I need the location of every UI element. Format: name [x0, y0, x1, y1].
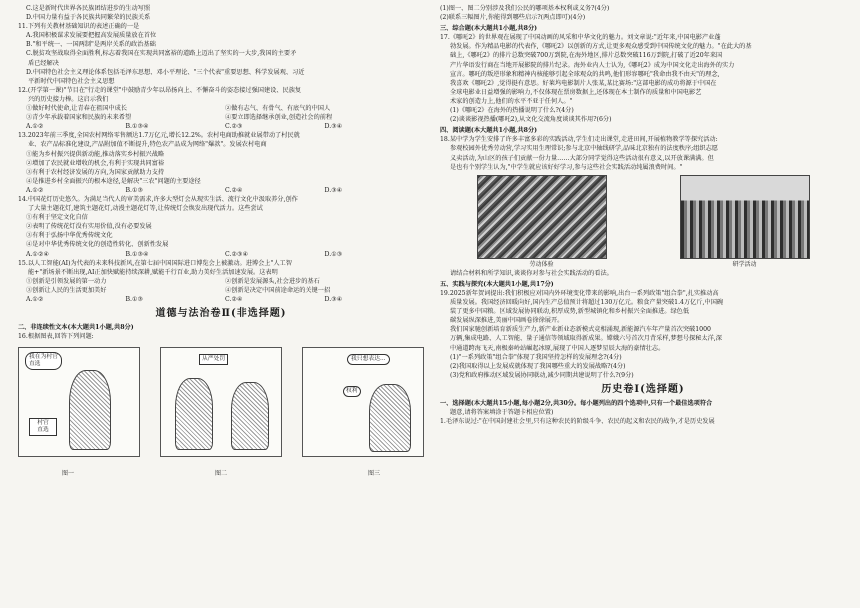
item: ③创新让人民的生活更加美好	[26, 286, 107, 294]
figure-label: 图二	[214, 470, 227, 478]
cartoon-figures	[18, 347, 424, 469]
choice: D.③④	[324, 123, 343, 131]
question-13-item: ②增加了农民就业增收的机会,有利于实现共同富裕	[26, 159, 165, 167]
history-section-heading: 一、选择题(本大题共15小题,每小题2分,共30分。每小题列出的四个选项中,只有一个最佳选项符合	[440, 399, 713, 407]
labor-experience-photo	[477, 175, 607, 259]
bubble-line: 直选	[29, 361, 41, 368]
bubble-text: 我只想表达...	[351, 356, 386, 363]
question-15-items	[18, 277, 424, 286]
item: ①做好时代使命,让青春在祖国中成长	[26, 105, 127, 113]
question-15-stem: 能+"新场景不断出现,AI正加快赋能持续深耕,赋能千行百业,助力美好生活加速发展。这表明	[28, 268, 278, 276]
choice: A.①②	[26, 186, 44, 194]
cartoon-figure-2	[160, 347, 282, 457]
sign-line: 直选	[37, 427, 49, 434]
choice: A.①②	[26, 123, 44, 131]
question-19-part: (2)我国取得以上发展成就体现了我国哪些重大的发展战略?(4分)	[450, 362, 626, 370]
question-17-part: (1)《哪吒2》在海外的热播说明了什么?(4分)	[450, 107, 574, 115]
question-15-choices	[18, 295, 424, 304]
question-13-item: ④是推进乡村全面振兴的根本途径,是解决"三农"问题的主要途径	[26, 177, 201, 185]
left-column	[18, 4, 424, 478]
speech-bubble	[25, 352, 62, 370]
question-19-part: (1)"一系列政策"组合拳"体现了我国坚持怎样的发展理念?(4分)	[450, 353, 622, 361]
question-13-stem: 13.2023年前三季度,全国农村网络零售额达1.7万亿元,增长12.2%。农村电商助推就业展带动了村民就	[18, 132, 300, 140]
photo-caption: 研学活动	[732, 260, 757, 268]
choice: A.①②	[26, 296, 44, 303]
question-19-text: 万辆,集成电路、人工智能、量子通信等领域取得新成果。嫦娥六号首次月背采样,梦想号探秘太洋,深	[450, 335, 722, 343]
question-11-option: A.我国积极谋求发展要把握高发展质量放在首位	[26, 32, 157, 40]
choice: A.①②④	[26, 250, 50, 258]
question-19-text: 装了更多中国粮。区域发展协同联动,积厚成势,新型城镇化和乡村振兴全面推进。绿色低	[450, 308, 690, 316]
choice: C.②④	[225, 186, 243, 194]
cartoon-figure-1	[18, 347, 140, 457]
choice: D.①③	[324, 250, 343, 258]
choice: C.②④	[225, 296, 243, 303]
question-11-option: D.中国特色社会主义理论体系包括毛泽东思想、邓小平理论、"三个代表"重要思想、科学发展观、习近	[26, 68, 305, 76]
question-12-items	[18, 113, 424, 122]
question-15-items	[18, 286, 424, 295]
bubble-line: 我在为村官	[29, 354, 58, 361]
speech-bubble	[347, 354, 390, 365]
cartoon-figure-3	[302, 347, 424, 457]
question-17-text: 17.《哪吒2》的世界观在展现了中国动画的风采和中华文化的魅力。刘文章说:"近年来,中国电影产业蓬	[440, 34, 721, 42]
question-13-choices	[18, 186, 424, 195]
question-12-choices	[18, 122, 424, 131]
choice: D.③④	[324, 296, 343, 303]
sign-board	[29, 418, 57, 436]
sign-text: 从严处罚	[202, 356, 226, 363]
item: ②创新是发展源头,社会进步的基石	[225, 277, 320, 285]
question-13-item: ③有利于农村经济发展的方向,为国家贡献助力支持	[26, 168, 165, 176]
choice: B.①③	[125, 186, 144, 194]
option-d: D.中国力量有益于各民族共同繁荣的民族关系	[26, 14, 151, 22]
history-section-heading: 题意,请将答案填涂于答题卡相应位置)	[450, 409, 554, 416]
question-14-item: ①有利于坚定文化自信	[26, 214, 88, 222]
section-4-heading: 四、阅读题(本大题共1小题,共8分)	[440, 127, 538, 135]
paper-2-title: 道德与法治卷Ⅱ(非选择题)	[155, 308, 287, 320]
person-figure	[369, 384, 411, 452]
study-tour-photo	[680, 175, 810, 259]
question-14-item: ④是对中华优秀传统文化的创造性转化、创新性发展	[26, 241, 169, 249]
person-figure	[69, 370, 111, 450]
question-14-choices	[18, 250, 424, 259]
question-18-text: 参观校园外优秀劳动营,学习实用生理常识;参与北京中轴线研学,品味北京独有的法度秩序;组织志愿	[450, 145, 718, 153]
question-14-stem: 了大量主题花灯,建筑主题花灯,动漫主题花灯等,让传统灯会焕发出现代活力。这些尝试	[28, 205, 263, 213]
figure-label: 图三	[367, 470, 380, 478]
question-12-items	[18, 104, 424, 113]
question-19-text: 19.2025新年贺词提出:我们积极应对国内外环境变化带来的影响,出台一系列政策"组合拳",扎实推动高	[440, 289, 719, 297]
figure-label: 图一	[62, 470, 75, 478]
history-paper-title: 历史卷Ⅰ(选择题)	[601, 383, 685, 395]
question-17-text: 产片华语发行商在当地开展影院的排片纪录。海外业内人士认为,《哪吒2》成为中国文化走出海外的实力	[450, 61, 735, 69]
question-11-option: 平新时代中国特色社会主义思想	[28, 77, 115, 85]
question-19-text: 碳发展纵深推进,美丽中国画卷徐徐展开。	[450, 317, 564, 325]
question-19-text: 中通道跨海飞天,南极秦岭站崛起冰原,展现了中国人逐梦星辰大海的豪情壮志。	[450, 344, 665, 352]
choice: C.②③④	[225, 250, 249, 258]
question-17-text: 术家的创造力上,他们的水平不亚于任何人。"	[450, 97, 573, 105]
question-18-text: 义卖活动,为山区的孩子们贡献一份力量……大部分同学觉得这些活动很有意义,以开放课满满。但	[450, 154, 714, 162]
question-16-part: (1)图一、图二分别涉及我们公民的哪项基本权利或义务?(4分)	[440, 5, 610, 12]
question-17-text: 勃发展。作为精品电影的代表作,《哪吒2》以创新的方式,让更多观众感受到中国传统文化的魅力。"在此大的基	[450, 43, 752, 51]
sign-board	[199, 354, 228, 365]
question-14-item: ②表明了传统花灯没有实用价值,没有必要发展	[26, 223, 152, 231]
item: ④创新是决定中国前途命运的关键一招	[225, 286, 331, 294]
history-question-1: 1.毛泽东说过:"在中国封建社会里,只有这种农民的阶级斗争、农民的起义和农民的战争,才是历史发展	[440, 418, 715, 426]
choice: C.②③	[225, 123, 243, 131]
question-14-item: ③有利于弘扬中华优秀传统文化	[26, 232, 113, 240]
question-11-option: C.脱贫攻坚战取得全面胜利,标志着我国在实现共同富裕的道路上迈出了坚实的一大步,我国的主要矛	[26, 50, 297, 58]
section-5-heading: 五、实践与探究(本大题共1小题,共17分)	[440, 280, 554, 288]
question-18-question: 请结合材料和所学知识,谈谈你对参与社会实践活动的看法。	[450, 269, 613, 277]
question-12-stem: 兴的历史接力棒。这启示我们	[28, 95, 109, 103]
question-19-text: 我们国家驰创新培育新质生产力,新产业新业态新模式竞相涌现,新能源汽车年产量首次突破1000	[450, 326, 711, 334]
question-16-stem: 16.根据图表,回答下列问题:	[18, 333, 94, 341]
question-15-stem: 15.以人工智能(AI)为代表的未来科技新风,在第七届中国国际进口博览会上被激动。进博会上"人工智	[18, 259, 292, 267]
question-11-option: 盾已经解决	[28, 59, 59, 67]
choice: D.③④	[324, 186, 343, 194]
choice: B.①③	[125, 296, 144, 303]
badge-text: 权利	[346, 388, 358, 395]
question-17-text: 我喜欢《哪吒2》,觉得挺有意思。好莱坞电影制片人张某,某比赛场:"这部电影的成功将源于中国在	[450, 79, 717, 87]
question-17-text: 宣言。哪吒的叛逆形象和精神内核能够引起全球观众的共鸣,他们形容哪吒"我命由我不由天"的理念,	[450, 70, 720, 78]
item: ①创新是引领发展的第一动力	[26, 277, 107, 285]
figure-labels	[18, 469, 424, 478]
person-figure	[231, 382, 269, 450]
question-19-part: (3)党和政府推动区域发展协同联动,减少同期共建说明了什么?(9分)	[450, 371, 634, 379]
question-12-stem: 12.(开学第一课)"节目在"行走的课堂"中鼓励青少年以昂扬向上、不懈奋斗的姿态接过强国建设、民族复	[18, 86, 302, 94]
question-17-text: 础上,《哪吒2》的排片总数突破700万到院,在海外地区,排片总数突破116万到院,打破了近20年来国	[450, 52, 723, 60]
question-16-part: (2)联系三幅图片,你能得到哪些启示?(两点即可)(4分)	[440, 14, 586, 22]
question-11-stem: 11.下列有关教材基础知识的表述正确的一是	[18, 23, 140, 31]
question-17-text: 全球电影业日益增强的影响力,不仅体现在票房数据上,还体现在本土制作的质量和中国电影艺	[450, 88, 702, 96]
question-14-stem: 14.中国花灯历史悠久。为满足当代人的审美需求,许多大型灯会从现实生活、流行文化中汲取养分,创作	[18, 195, 298, 203]
section-3-heading: 三、综合题(本大题共1小题,共8分)	[440, 25, 538, 33]
activity-photos	[440, 175, 846, 259]
photo-captions	[440, 260, 846, 269]
badge	[343, 386, 361, 397]
question-17-part: (2)谈谈影视热播(哪吒2),从文化交流角度谈谈其作用?(6分)	[450, 116, 612, 124]
question-11-option: B."和平统一、一国两制"是两岸关系的政治基础	[26, 41, 156, 49]
item: ④要立即选择继承创业,创造社会的前程	[225, 114, 333, 122]
choice: B.①③④	[125, 250, 149, 258]
question-13-item: ①能为乡村振兴提供新动能,推动落实乡村振兴战略	[26, 150, 165, 158]
sign-line: 村官	[37, 420, 49, 427]
item: ③青少年承载着国家和民族的未来希望	[26, 114, 132, 122]
question-18-text: 是也有个别学生认为,"中学生就应该好好学习,参与这些社会实践活动纯属浪费时间。"	[450, 163, 683, 171]
option-c: C.这是新时代世界各民族团结进步的生动写照	[26, 5, 151, 12]
question-19-text: 质量发展。我国经济回暖向好,国内生产总值预计将超过130万亿元。粮食产量突破1.4万亿斤,中国碗	[450, 299, 724, 307]
right-column	[440, 4, 846, 426]
section-2-heading: 二、非连续性文本(本大题共1小题,共8分)	[18, 324, 134, 332]
choice: B.①③④	[125, 123, 149, 131]
question-18-text: 18.某中学为学生安排了许多丰富多彩的实践活动,学生们走出课堂,走进田间,开展植物教学等探究活动:	[440, 136, 718, 144]
question-13-stem: 业、农产品标准化建设,产品附加值不断提升,特色农产品成为网络"爆款"。发展农村电商	[28, 141, 267, 149]
item: ②做有志气、有骨气、有底气的中国人	[225, 105, 331, 113]
person-figure	[175, 378, 213, 450]
photo-caption: 劳动体验	[529, 260, 554, 268]
